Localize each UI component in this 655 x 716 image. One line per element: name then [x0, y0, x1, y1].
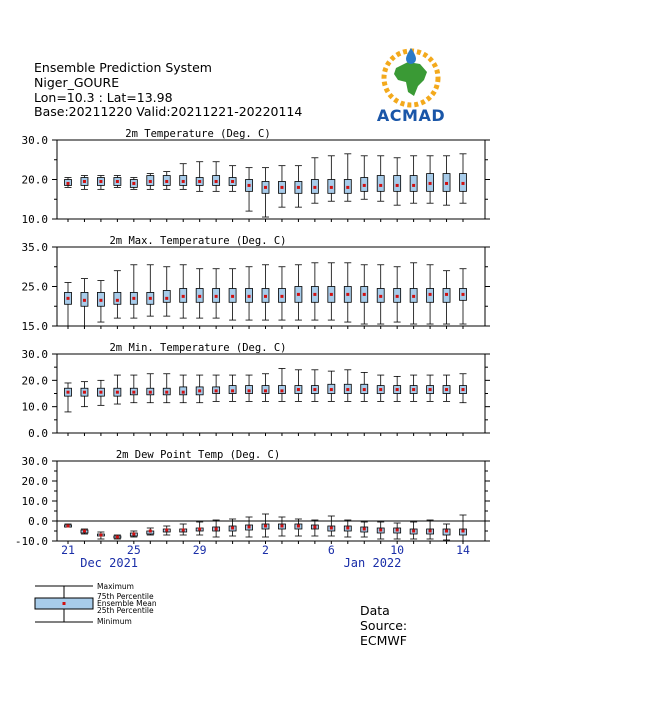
ensemble-mean-mark: [346, 388, 349, 391]
ensemble-mean-mark: [330, 293, 333, 296]
data-source-label: Data Source: ECMWF: [360, 603, 408, 648]
x-tick-label: 25: [126, 543, 141, 557]
legend-label-mean: Ensemble Mean: [97, 599, 157, 608]
y-tick-label: 0.0: [28, 515, 48, 528]
ensemble-mean-mark: [198, 528, 201, 531]
ensemble-mean-mark: [330, 388, 333, 391]
ensemble-mean-mark: [363, 388, 366, 391]
ensemble-mean-mark: [429, 182, 432, 185]
ensemble-mean-mark: [198, 389, 201, 392]
acmad-logo-text: ACMAD: [376, 106, 446, 125]
ensemble-mean-mark: [412, 530, 415, 533]
ensemble-mean-mark: [116, 180, 119, 183]
x-tick-label: 14: [456, 543, 470, 557]
box-iqr: [377, 176, 384, 192]
header-coordinates: Lon=10.3 : Lat=13.98: [34, 90, 173, 105]
ensemble-mean-mark: [149, 391, 152, 394]
y-tick-label: 25.0: [21, 280, 48, 294]
ensemble-mean-mark: [149, 530, 152, 533]
ensemble-mean-mark: [379, 295, 382, 298]
y-tick-label: 20.0: [21, 173, 48, 187]
ensemble-mean-mark: [297, 525, 300, 528]
ensemble-mean-mark: [346, 293, 349, 296]
x-tick-label: 10: [390, 543, 405, 557]
ensemble-mean-mark: [149, 297, 152, 300]
ensemble-mean-mark: [198, 295, 201, 298]
ensemble-mean-mark: [116, 299, 119, 302]
ensemble-mean-mark: [396, 388, 399, 391]
ensemble-mean-mark: [165, 391, 168, 394]
ensemble-mean-mark: [67, 391, 70, 394]
ensemble-mean-mark: [429, 530, 432, 533]
ensemble-mean-mark: [462, 293, 465, 296]
ensemble-mean-mark: [132, 182, 135, 185]
header-title: Ensemble Prediction System: [34, 60, 212, 75]
ensemble-mean-mark: [116, 391, 119, 394]
ensemble-mean-mark: [264, 186, 267, 189]
ensemble-mean-mark: [182, 529, 185, 532]
ensemble-mean-mark: [313, 293, 316, 296]
y-tick-label: 20.0: [21, 475, 48, 488]
ensemble-mean-mark: [83, 530, 86, 533]
ensemble-mean-mark: [67, 182, 70, 185]
ensemble-mean-mark: [231, 389, 234, 392]
y-tick-label: 30.0: [21, 134, 48, 147]
box-iqr: [394, 176, 401, 192]
ensemble-mean-mark: [379, 529, 382, 532]
y-tick-label: 35.0: [21, 241, 48, 254]
ensemble-mean-mark: [182, 295, 185, 298]
ensemble-mean-mark: [248, 526, 251, 529]
ensemble-mean-mark: [346, 527, 349, 530]
ensemble-mean-mark: [182, 180, 185, 183]
ensemble-mean-mark: [280, 295, 283, 298]
legend-label-p25: 25th Percentile: [97, 606, 154, 615]
ensemble-mean-mark: [297, 293, 300, 296]
ensemble-mean-mark: [396, 184, 399, 187]
panel-title: 2m Dew Point Temp (Deg. C): [115, 449, 281, 461]
ensemble-mean-mark: [83, 180, 86, 183]
ensemble-mean-mark: [165, 529, 168, 532]
legend-mean-mark: [63, 602, 66, 605]
ensemble-mean-mark: [379, 184, 382, 187]
ensemble-mean-mark: [462, 530, 465, 533]
ensemble-mean-mark: [445, 293, 448, 296]
panel-title: 2m Temperature (Deg. C): [125, 128, 271, 140]
x-tick-label: 2: [262, 543, 269, 557]
legend-label-maximum: Maximum: [97, 582, 134, 591]
y-tick-label: -10.0: [14, 535, 48, 548]
x-tick-label: 21: [61, 543, 75, 557]
ensemble-mean-mark: [99, 180, 102, 183]
ensemble-mean-mark: [330, 527, 333, 530]
header-run-dates: Base:20211220 Valid:20211221-20220114: [34, 104, 303, 119]
ensemble-mean-mark: [297, 388, 300, 391]
y-tick-label: 10.0: [21, 400, 48, 414]
ensemble-mean-mark: [313, 526, 316, 529]
ensemble-mean-mark: [396, 295, 399, 298]
ensemble-mean-mark: [149, 180, 152, 183]
ensemble-mean-mark: [445, 388, 448, 391]
ensemble-mean-mark: [462, 388, 465, 391]
y-tick-label: 0.0: [28, 427, 48, 440]
ensemble-mean-mark: [198, 180, 201, 183]
ensemble-mean-mark: [165, 297, 168, 300]
legend-label-p75: 75th Percentile: [97, 592, 154, 601]
ensemble-mean-mark: [313, 388, 316, 391]
ensemble-mean-mark: [99, 534, 102, 537]
y-tick-label: 10.0: [21, 213, 48, 226]
ensemble-mean-mark: [429, 388, 432, 391]
header-station: Niger_GOURE: [34, 75, 120, 90]
ensemble-mean-mark: [67, 525, 70, 528]
ensemble-mean-mark: [379, 388, 382, 391]
y-tick-label: 30.0: [21, 348, 48, 361]
y-tick-label: 20.0: [21, 374, 48, 388]
ensemble-mean-mark: [231, 180, 234, 183]
ensemble-mean-mark: [215, 389, 218, 392]
ensemble-mean-mark: [248, 389, 251, 392]
ensemble-mean-mark: [313, 186, 316, 189]
ensemble-mean-mark: [83, 391, 86, 394]
box-iqr: [114, 292, 121, 304]
x-tick-label: 29: [192, 543, 207, 557]
ensemble-mean-mark: [363, 528, 366, 531]
ensemble-mean-mark: [363, 184, 366, 187]
ensemble-mean-mark: [396, 529, 399, 532]
legend-label-minimum: Minimum: [97, 617, 132, 626]
y-tick-label: 10.0: [21, 495, 48, 508]
ensemble-mean-mark: [280, 186, 283, 189]
box-iqr: [410, 176, 417, 192]
ensemble-mean-mark: [215, 180, 218, 183]
ensemble-mean-mark: [330, 186, 333, 189]
ensemble-mean-mark: [429, 293, 432, 296]
ensemble-mean-mark: [132, 533, 135, 536]
panel-title: 2m Max. Temperature (Deg. C): [109, 235, 287, 247]
ensemble-mean-mark: [412, 184, 415, 187]
ensemble-mean-mark: [445, 182, 448, 185]
ensemble-mean-mark: [412, 388, 415, 391]
ensemble-mean-mark: [231, 295, 234, 298]
ensemble-mean-mark: [264, 525, 267, 528]
ensemble-mean-mark: [215, 528, 218, 531]
box-iqr: [163, 290, 170, 302]
ensemble-mean-mark: [231, 527, 234, 530]
ensemble-mean-mark: [264, 389, 267, 392]
y-tick-label: 15.0: [21, 320, 48, 333]
ensemble-mean-mark: [67, 297, 70, 300]
ensemble-mean-mark: [280, 389, 283, 392]
x-month-label: Jan 2022: [343, 556, 402, 570]
ensemble-mean-mark: [132, 297, 135, 300]
ensemble-mean-mark: [462, 182, 465, 185]
ensemble-mean-mark: [182, 391, 185, 394]
ensemble-mean-mark: [165, 180, 168, 183]
ensemble-mean-mark: [280, 525, 283, 528]
ensemble-mean-mark: [215, 295, 218, 298]
ensemble-mean-mark: [412, 295, 415, 298]
y-tick-label: 30.0: [21, 455, 48, 468]
ensemble-mean-mark: [248, 295, 251, 298]
ensemble-mean-mark: [99, 391, 102, 394]
ensemble-mean-mark: [99, 299, 102, 302]
panel-title: 2m Min. Temperature (Deg. C): [109, 342, 287, 354]
x-tick-label: 6: [327, 543, 335, 557]
x-month-label: Dec 2021: [80, 556, 139, 570]
ensemble-mean-mark: [116, 536, 119, 539]
ensemble-mean-mark: [264, 295, 267, 298]
ensemble-mean-mark: [132, 391, 135, 394]
ensemble-mean-mark: [346, 186, 349, 189]
ensemble-mean-mark: [363, 293, 366, 296]
ensemble-mean-mark: [297, 186, 300, 189]
ensemble-mean-mark: [248, 184, 251, 187]
ensemble-mean-mark: [83, 299, 86, 302]
ensemble-mean-mark: [445, 530, 448, 533]
